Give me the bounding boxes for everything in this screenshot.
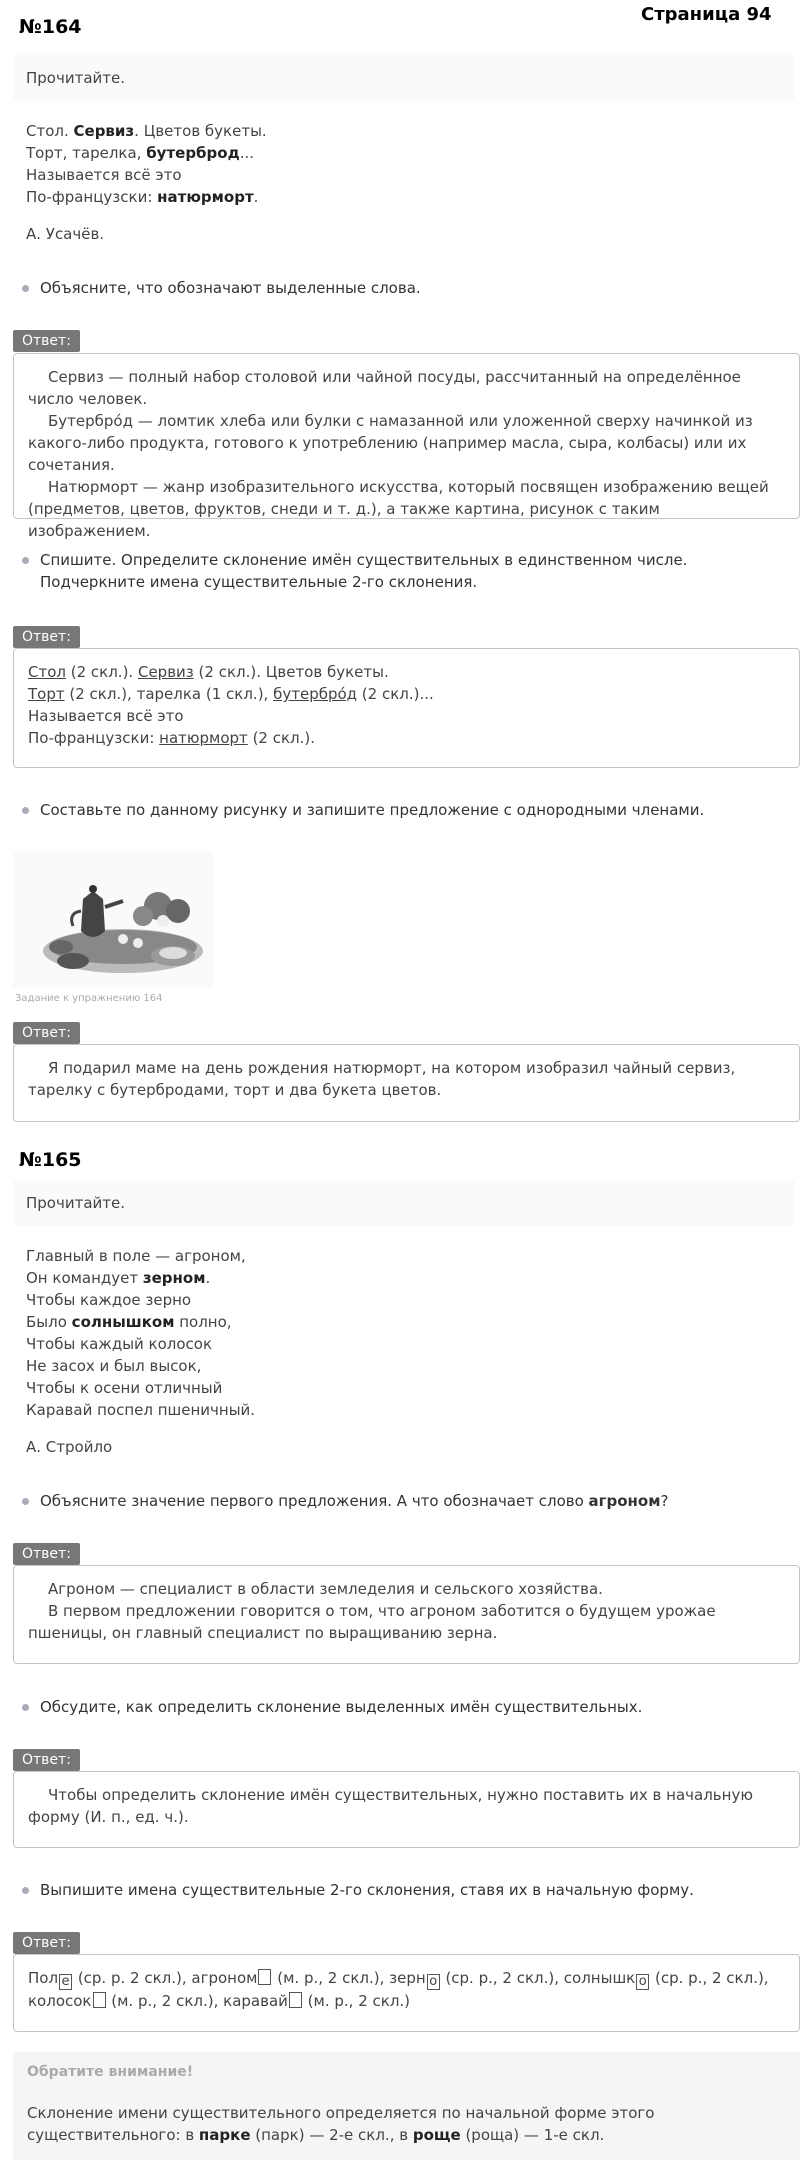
task-compose-sentence: Составьте по данному рисунку и запишите предложение с однородными членами. — [22, 799, 792, 821]
task-declension: Спишите. Определите склонение имён существительных в единственном числе. Подчеркните имена существительные 2-го склонения. — [22, 549, 792, 593]
task-write-out: Выпишите имена существительные 2-го склонения, ставя их в начальную форму. — [22, 1879, 792, 1901]
answer-box: Пол е (ср. р. 2 скл.), агроном (м. р., 2 скл.), зерн о (ср. р., 2 скл.), солнышк о (ср. р., 2 скл.), колосок (м. р., 2 скл.), каравай (м. р., 2 скл.) — [13, 1954, 800, 2032]
poem-line: Чтобы к осени отличный — [26, 1379, 223, 1397]
poem-165 — [26, 1245, 255, 1421]
poem-line: Торт, тарелка, бутерброд... — [26, 144, 255, 162]
exercise-number-165: №165 — [19, 1149, 82, 1171]
answer-label: Ответ: — [13, 330, 80, 352]
answer-box: Сервиз — полный набор столовой или чайной посуды, рассчитанный на определённое число человек. Бутербро́д — ломтик хлеба или булки с намазанной или уложенной сверху начинкой из какого-либо продукта, готового к употреблению (например масла, сыра, колбасы) или их сочетания. Натюрморт — жанр изобразительного искусства, который посвящен изображению вещей (предметов, цветов, фруктов, снеди и т. д.), а также картина, рисунок с таким изображением. — [13, 353, 800, 519]
instruction-text: Прочитайте. — [26, 1194, 126, 1212]
image-caption: Задание к упражнению 164 — [15, 993, 163, 1004]
task-explain-words: Объясните, что обозначают выделенные слова. — [22, 277, 792, 299]
attention-note — [13, 2052, 800, 2160]
poem-author: А. Усачёв. — [26, 225, 105, 243]
instruction-text: Прочитайте. — [26, 69, 126, 87]
ending-box: о — [636, 1974, 649, 1990]
poem-line: Чтобы каждое зерно — [26, 1291, 192, 1309]
poem-author: А. Стройло — [26, 1438, 113, 1456]
instruction-box — [13, 1180, 795, 1226]
poem-line: Каравай поспел пшеничный. — [26, 1401, 256, 1419]
poem-line: Было солнышком полно, — [26, 1313, 232, 1331]
poem-line: Главный в поле — агроном, — [26, 1247, 246, 1265]
answer-label: Ответ: — [13, 1543, 80, 1565]
answer-box: Стол (2 скл.). Сервиз (2 скл.). Цветов букеты. Торт (2 скл.), тарелка (1 скл.), бутербро́д (2 скл.)... Называется всё это По-французски: натюрморт (2 скл.). — [13, 648, 800, 768]
note-text: Склонение имени существительного определяется по начальной форме этого существительного: в парке (парк) — 2-е скл., в роще (роща) — 1-е скл. — [27, 2104, 655, 2144]
task-explain-sentence: Объясните значение первого предложения. А что обозначает слово агроном? — [22, 1490, 792, 1512]
poem-line: Он командует зерном. — [26, 1269, 211, 1287]
answer-label: Ответ: — [13, 626, 80, 648]
poem-line: По-французски: натюрморт. — [26, 188, 259, 206]
answer-label: Ответ: — [13, 1749, 80, 1771]
poem-line: Чтобы каждый колосок — [26, 1335, 213, 1353]
answer-box: Чтобы определить склонение имён существительных, нужно поставить их в начальную форму (И. п., ед. ч.). — [13, 1771, 800, 1848]
instruction-box — [13, 55, 795, 101]
answer-label: Ответ: — [13, 1932, 80, 1954]
ending-box — [258, 1969, 271, 1985]
poem-line: Не засох и был высок, — [26, 1357, 202, 1375]
answer-box: Я подарил маме на день рождения натюрморт, на котором изобразил чайный сервиз, тарелку с бутербродами, торт и два букета цветов. — [13, 1044, 800, 1122]
task-discuss-declension: Обсудите, как определить склонение выделенных имён существительных. — [22, 1696, 792, 1718]
ending-box — [93, 1992, 106, 2008]
poem-line: Называется всё это — [26, 166, 182, 184]
exercise-number-164: №164 — [19, 16, 82, 38]
page-number: Страница 94 — [641, 4, 772, 25]
ending-box — [289, 1992, 302, 2008]
answer-box: Агроном — специалист в области земледелия и сельского хозяйства. В первом предложении говорится о том, что агроном заботится о будущем урожае пшеницы, он главный специалист по выращиванию зерна. — [13, 1565, 800, 1664]
still-life-illustration — [13, 851, 213, 988]
poem-line: Стол. Сервиз. Цветов букеты. — [26, 122, 267, 140]
note-title: Обратите внимание! — [27, 2064, 194, 2080]
ending-box: е — [59, 1974, 72, 1990]
ending-box: о — [427, 1974, 440, 1990]
answer-label: Ответ: — [13, 1022, 80, 1044]
poem-164 — [26, 120, 267, 208]
